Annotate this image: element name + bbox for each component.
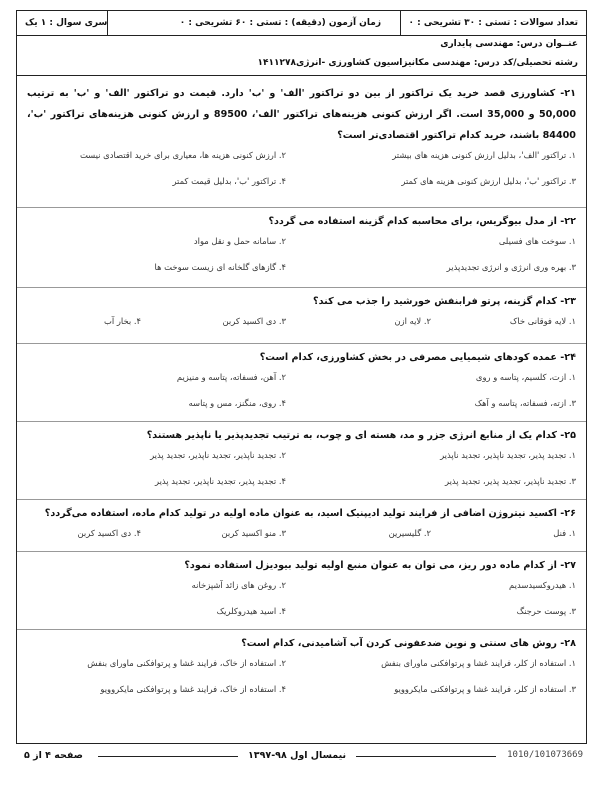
option-3[interactable]: ۳. بهره وری انرژی و انرژی تجدیدپذیر [446,262,576,272]
option-3[interactable]: ۳. تراکتور 'ب'، بدلیل ارزش کنونی هزینه های کمتر [401,176,576,186]
options [27,232,576,284]
option-4[interactable]: ۴. دی اکسید کربن [77,528,141,538]
divider [17,629,586,630]
option-3[interactable]: ۳. دی اکسید کربن [222,316,286,326]
divider [107,11,108,35]
question-text: ۲۱- کشاورزی قصد خرید یک تراکتور از بین دو تراکتور 'الف' و 'ب' دارد. قیمت دو تراکتور 'الف' و 'ب' به ترتیب 50,000 و 35,000 است. اگر ارزش کنونی هزینه‌های تراکتور 'الف'، 89500 و ارزش کنونی هزینه‌های تراکتور 'ب'، 84400 باشند، خرید کدام تراکتور اقتصادی‌تر است؟ [27,88,577,141]
option-3[interactable]: ۳. تجدید ناپذیر، تجدید پذیر، تجدید پذیر [444,476,576,486]
question-text: ۲۵- کدام یک از منابع انرژی جزر و مد، هسته ای و چوب، به ترتیب تجدیدپذیر یا ناپذیر هستند؟ [146,430,576,441]
field-code: رشته تحصیلی/کد درس: مهندسی مکانیزاسیون کشاورزی -انرژی۱۴۱۱۲۷۸ [257,58,578,68]
footer-line [356,756,496,757]
question-24 [27,347,576,420]
question-25 [27,425,576,498]
option-4[interactable]: ۴. روی، منگنز، مس و پتاسه [188,398,286,408]
options [27,368,576,420]
question-28 [27,633,576,706]
option-2[interactable]: ۲. آهن، فسفاته، پتاسه و منیزیم [176,372,286,382]
option-2[interactable]: ۲. استفاده از خاک، فرایند غشا و پرتوافکنی ماورای بنفش [87,658,286,668]
option-2[interactable]: ۲. سامانه حمل و نقل مواد [193,236,286,246]
option-2[interactable]: ۲. لایه ازن [394,316,431,326]
exam-time: زمان آزمون (دقیقه) : تستی : ۶۰ تشریحی : ۰ [179,18,381,28]
divider [400,11,401,35]
footer-line [98,756,238,757]
divider [17,287,586,288]
option-1[interactable]: ۱. استفاده از کلر، فرایند غشا و پرتوافکنی ماورای بنفش [381,658,576,668]
option-1[interactable]: ۱. تجدید پذیر، تجدید ناپذیر، تجدید ناپذیر [440,450,576,460]
divider [17,343,586,344]
question-27 [27,555,576,628]
question-text: ۲۲- از مدل بیوگریس، برای محاسبه کدام گزینه استفاده می گردد؟ [268,216,576,227]
option-1[interactable]: ۱. لایه فوقانی خاک [509,316,576,326]
options [27,524,576,550]
option-1[interactable]: ۱. ازت، کلسیم، پتاسه و روی [475,372,576,382]
divider [17,35,586,36]
option-3[interactable]: ۳. ازته، فسفاته، پتاسه و آهک [474,398,576,408]
divider [17,421,586,422]
question-21 [27,83,576,198]
option-3[interactable]: ۳. استفاده از کلر، فرایند غشا و پرتوافکنی مایکروویو [394,684,576,694]
option-4[interactable]: ۴. گازهای گلخانه ای زیست سوخت ها [154,262,286,272]
options [27,576,576,628]
series: سری سوال : ۱ یک [25,18,108,28]
option-4[interactable]: ۴. بخار آب [103,316,141,326]
options [27,146,576,198]
header-row-1 [17,11,586,35]
question-text: ۲۶- اکسید نیتروژن اضافی از فرایند تولید ادیپنیک اسید، به عنوان ماده اولیه در تولید کدام ماده، استفاده می‌گردد؟ [44,508,576,519]
option-1[interactable]: ۱. هیدروکسیدسدیم [509,580,576,590]
question-text: ۲۸- روش های سنتی و نوین ضدعفونی کردن آب آشامیدنی، کدام است؟ [241,638,576,649]
course-title: عنــوان درس: مهندسی پایداری [440,39,578,49]
question-text: ۲۳- کدام گزینه، پرتو فرابنفش خورشید را جذب می کند؟ [313,296,576,307]
option-2[interactable]: ۲. روغن های زائد آشپزخانه [191,580,286,590]
question-text: ۲۷- از کدام ماده دور ریز، می توان به عنوان منبع اولیه تولید بیودیزل استفاده نمود؟ [184,560,576,571]
option-4[interactable]: ۴. تراکتور 'ب'، بدلیل قیمت کمتر [172,176,286,186]
question-26 [27,503,576,550]
option-4[interactable]: ۴. استفاده از خاک، فرایند غشا و پرتوافکنی مایکروویو [100,684,286,694]
option-1[interactable]: ۱. فنل [553,528,576,538]
option-1[interactable]: ۱. سوخت های فسیلی [498,236,576,246]
footer [16,744,587,768]
divider [17,207,586,208]
question-23 [27,291,576,338]
exam-frame [16,10,587,744]
option-3[interactable]: ۳. پوست حرجنگ [516,606,576,616]
question-text: ۲۴- عمده کودهای شیمیایی مصرفی در بخش کشاورزی، کدام است؟ [259,352,576,363]
option-4[interactable]: ۴. تجدید پذیر، تجدید ناپذیر، تجدید پذیر [154,476,286,486]
question-count: تعداد سوالات : تستی : ۳۰ تشریحی : ۰ [408,18,578,28]
option-4[interactable]: ۴. اسید هیدروکلریک [216,606,286,616]
page-number: صفحه ۴ از ۵ [24,750,83,761]
exam-code: 1010/101073669 [507,750,583,760]
divider [17,551,586,552]
divider [17,499,586,500]
question-22 [27,211,576,284]
option-2[interactable]: ۲. ارزش کنونی هزینه ها، معیاری برای خرید اقتصادی نیست [79,150,286,160]
options [27,654,576,706]
semester: نیمسال اول ۹۸-۱۳۹۷ [248,750,347,761]
option-2[interactable]: ۲. تجدید ناپذیر، تجدید ناپذیر، تجدید پذیر [150,450,286,460]
option-2[interactable]: ۲. گلیسیرین [388,528,431,538]
options [27,446,576,498]
options [27,312,576,338]
divider [17,75,586,76]
option-3[interactable]: ۳. منو اکسید کربن [221,528,286,538]
option-1[interactable]: ۱. تراکتور 'الف'، بدلیل ارزش کنونی هزینه های بیشتر [392,150,576,160]
